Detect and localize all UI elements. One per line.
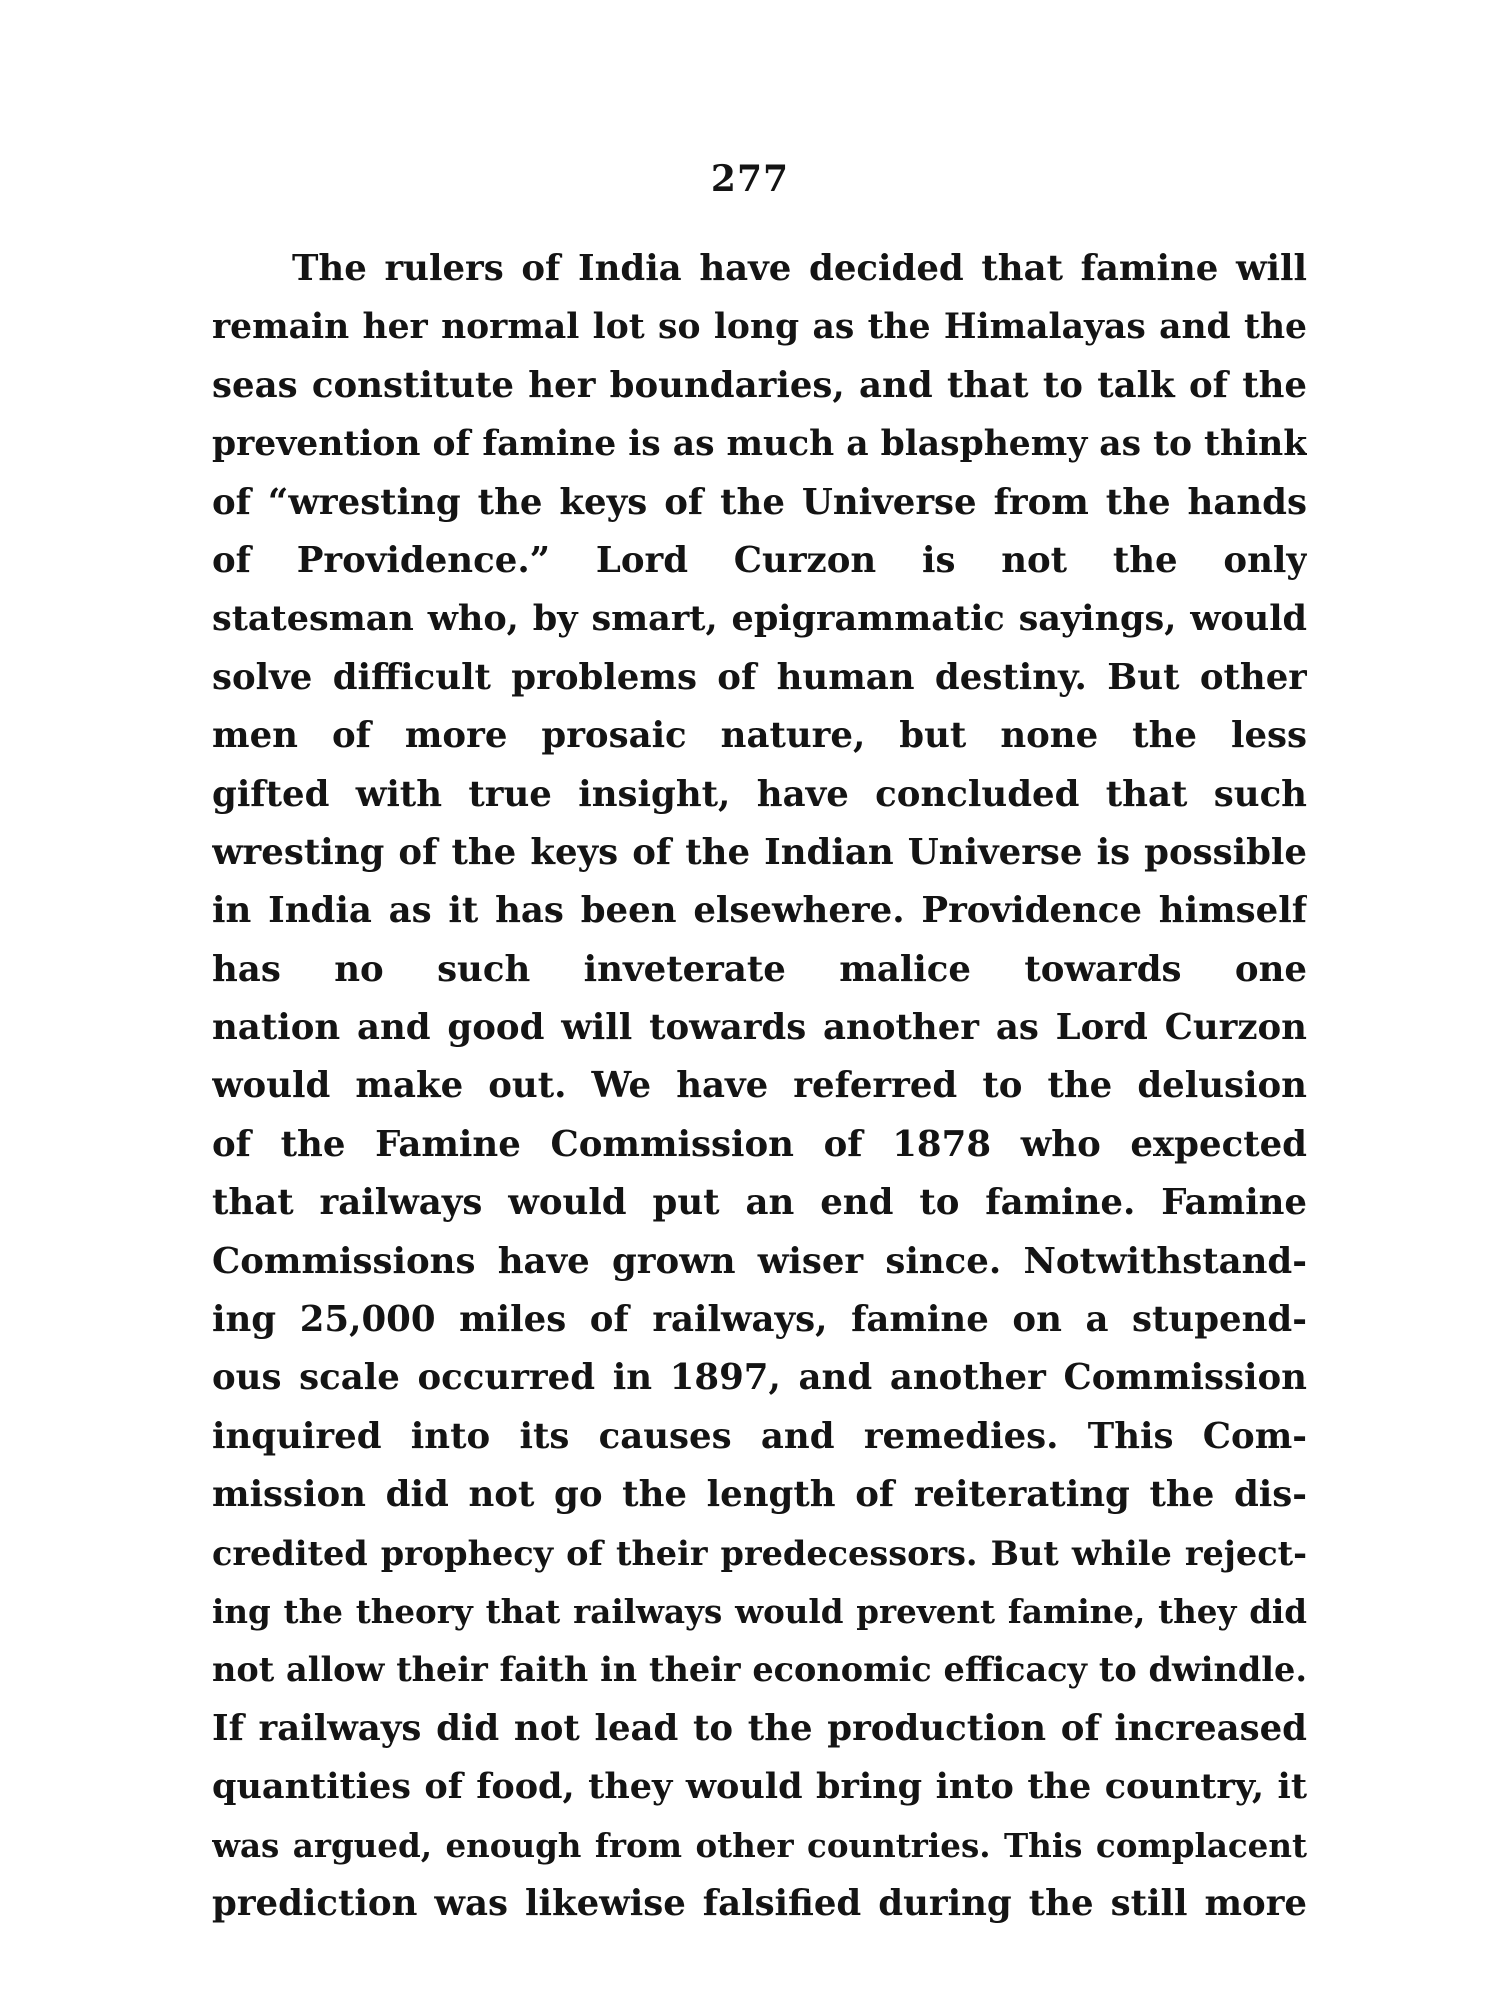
text-line: would make out. We have referred to the delusion: [212, 1065, 1307, 1107]
text-line: prevention of famine is as much a blasphemy as to think: [212, 424, 1307, 465]
text-line: nation and good will towards another as Lord Curzon: [212, 1007, 1307, 1049]
text-line: The rulers of India have decided that famine will: [292, 248, 1307, 289]
text-line: seas constitute her boundaries, and that to talk of the: [212, 364, 1307, 406]
page-number: 277: [710, 158, 790, 200]
text-line: has no such inveterate malice towards one: [212, 948, 1307, 990]
text-line: ing 25,000 miles of railways, famine on a stupend-: [212, 1299, 1307, 1341]
text-line: ous scale occurred in 1897, and another Commission: [212, 1357, 1307, 1399]
text-line: of Providence.” Lord Curzon is not the only: [212, 539, 1307, 581]
text-line: in India as it has been elsewhere. Providence himself: [212, 890, 1307, 932]
text-line: inquired into its causes and remedies. This Com-: [212, 1415, 1307, 1457]
text-line: remain her normal lot so long as the Himalayas and the: [212, 307, 1307, 348]
text-line: Commissions have grown wiser since. Notwithstand-: [212, 1240, 1307, 1282]
text-line: quantities of food, they would bring into the country, it: [212, 1766, 1307, 1808]
text-line: not allow their faith in their economic efficacy to dwindle.: [212, 1650, 1307, 1690]
text-line: wresting of the keys of the Indian Universe is possible: [212, 831, 1307, 873]
text-line: gifted with true insight, have concluded that such: [212, 773, 1307, 815]
body-text: [212, 240, 1307, 1933]
text-line: credited prophecy of their predecessors. But while reject-: [212, 1533, 1307, 1573]
text-line: that railways would put an end to famine. Famine: [212, 1182, 1307, 1224]
text-line: of “wresting the keys of the Universe from the hands: [212, 481, 1307, 523]
text-line: was argued, enough from other countries. This complacent: [212, 1825, 1307, 1865]
text-line: men of more prosaic nature, but none the less: [212, 715, 1307, 757]
text-line: solve difficult problems of human destiny. But other: [212, 656, 1307, 698]
text-line: statesman who, by smart, epigrammatic sayings, would: [212, 598, 1307, 640]
text-line: of the Famine Commission of 1878 who expected: [212, 1123, 1307, 1165]
text-line: ing the theory that railways would prevent famine, they did: [212, 1591, 1307, 1631]
text-line: If railways did not lead to the production of increased: [212, 1707, 1307, 1749]
text-line: mission did not go the length of reiterating the dis-: [212, 1474, 1307, 1516]
text-line: prediction was likewise falsified during the still more: [212, 1882, 1307, 1924]
